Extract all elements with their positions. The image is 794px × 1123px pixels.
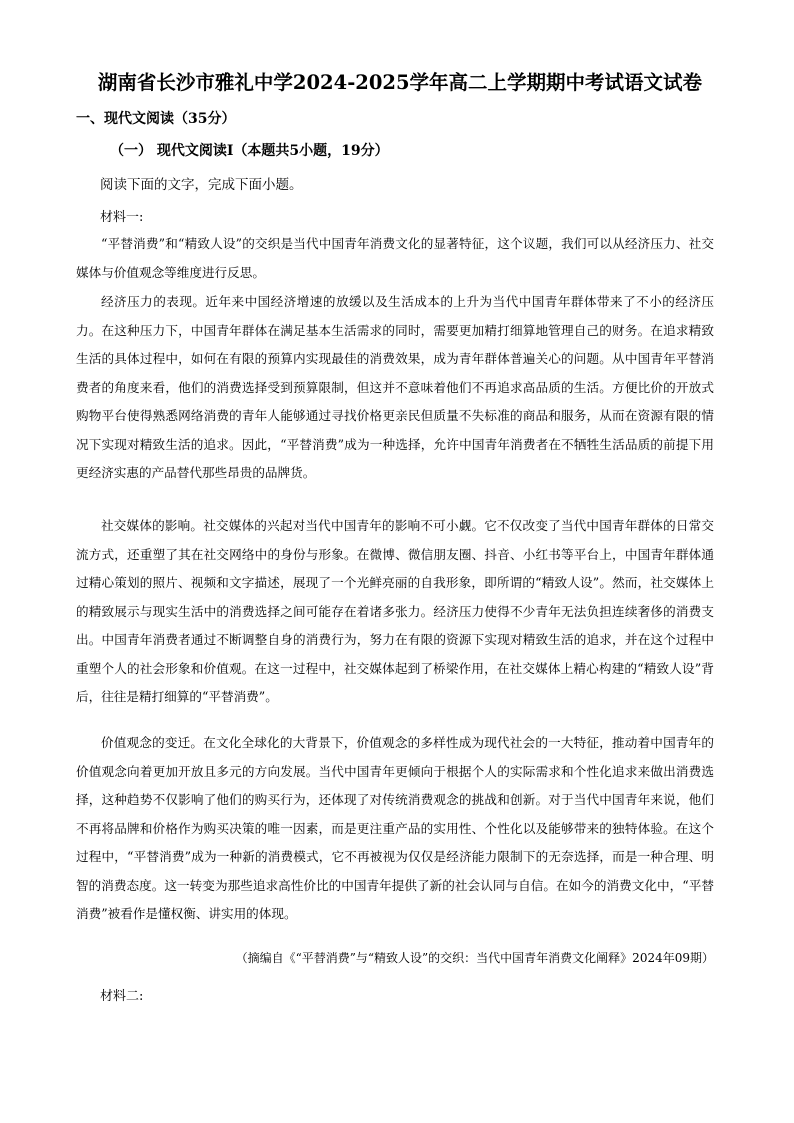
exam-title: 湖南省长沙市雅礼中学2024-2025学年高二上学期期中考试语文试卷 — [97, 71, 703, 94]
paragraph-economic-pressure: 经济压力的表现。近年来中国经济增速的放缓以及生活成本的上升为当代中国青年群体带来了不小的经济压力。在这种压力下，中国青年群体在满足基本生活需求的同时，需要更加精打细算地管理自己的财务。在追求精致生活的具体过程中，如何在有限的预算内实现最佳的消费效果，成为青年群体普遍关心的问题。从中国青年平替消费者的角度来看，他们的消费选择受到预算限制，但这并不意味着他们不再追求高品质的生活。方便比价的开放式购物平台使得熟悉网络消费的青年人能够通过寻找价格更亲民但质量不失标准的商品和服务，从而在资源有限的情况下实现对精致生活的追求。因此，“平替消费”成为一种选择，允许中国青年消费者在不牺牲生活品质的前提下用更经济实惠的产品替代那些昂贵的品牌货。 — [76, 294, 714, 480]
paragraph-value-change: 价值观念的变迁。在文化全球化的大背景下，价值观念的多样性成为现代社会的一大特征，推动着中国青年的价值观念向着更加开放且多元的方向发展。当代中国青年更倾向于根据个人的实际需求和个性化追求来做出消费选择，这种趋势不仅影响了他们的购买行为，还体现了对传统消费观念的挑战和创新。对于当代中国青年来说，他们不再将品牌和价格作为购买决策的唯一因素，而是更注重产品的实用性、个性化以及能够带来的独特体验。在这个过程中，“平替消费”成为一种新的消费模式，它不再被视为仅仅是经济能力限制下的无奈选择，而是一种合理、明智的消费态度。这一转变为那些追求高性价比的中国青年提供了新的社会认同与自信。在如今的消费文化中，“平替消费”被看作是懂权衡、讲实用的体现。 — [76, 735, 714, 921]
paragraph-social-media: 社交媒体的影响。社交媒体的兴起对当代中国青年的影响不可小觑。它不仅改变了当代中国青年群体的日常交流方式，还重塑了其在社交网络中的身份与形象。在微博、微信朋友圈、抖音、小红书等平台上，中国青年群体通过精心策划的照片、视频和文字描述，展现了一个光鲜亮丽的自我形象，即所谓的“精致人设”。然而，社交媒体上的精致展示与现实生活中的消费选择之间可能存在着诸多张力。经济压力使得不少青年无法负担连续奢侈的消费支出。中国青年消费者通过不断调整自身的消费行为，努力在有限的资源下实现对精致生活的追求，并在这个过程中重塑个人的社会形象和价值观。在这一过程中，社交媒体起到了桥梁作用，在社交媒体上精心构建的“精致人设”背后，往往是精打细算的“平替消费”。 — [76, 518, 714, 704]
material-one-label: 材料一: — [100, 210, 144, 225]
material-two-label: 材料二: — [100, 989, 144, 1004]
reading-instruction: 阅读下面的文字，完成下面小题。 — [100, 177, 303, 193]
section-heading: 一、现代文阅读（35分） — [76, 111, 236, 127]
subsection-heading: （一） 现代文阅读Ⅰ（本题共5小题，19分） — [110, 143, 389, 159]
source-citation: （摘编自《“平替消费”与“精致人设”的交织：当代中国青年消费文化阐释》2024年09期） — [235, 951, 714, 965]
paragraph-intro: “平替消费”和“精致人设”的交织是当代中国青年消费文化的显著特征，这个议题，我们可以从经济压力、社交媒体与价值观念等维度进行反思。 — [76, 236, 714, 280]
